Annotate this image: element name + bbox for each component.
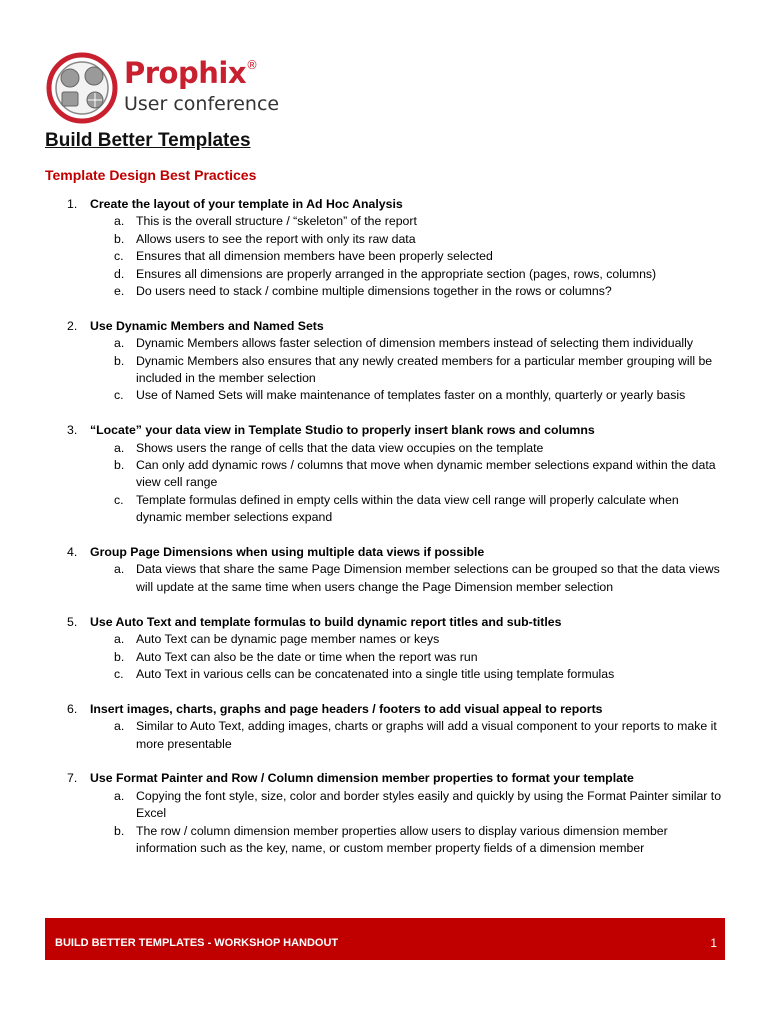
section-title	[0, 544, 770, 561]
section-3	[0, 422, 770, 526]
list-item	[0, 492, 770, 527]
list-item-letter: e.	[114, 284, 125, 299]
list-item	[0, 649, 770, 666]
list-item	[0, 440, 770, 457]
section-number: 1.	[67, 197, 78, 211]
list-item-text: Auto Text can be dynamic page member names or keys	[136, 632, 440, 647]
list-item	[0, 631, 770, 648]
list-item-text: Shows users the range of cells that the data view occupies on the template	[136, 440, 544, 455]
list-item	[0, 823, 770, 858]
list-item-text: Ensures all dimensions are properly arranged in the appropriate section (pages, rows, columns)	[136, 266, 657, 281]
list-item-text: Dynamic Members also ensures that any newly created members for a particular member grouping will be included in the member selection	[136, 353, 713, 386]
list-item-letter: a.	[114, 719, 125, 734]
section-title	[0, 422, 770, 439]
list-item	[0, 387, 770, 404]
section-7	[0, 770, 770, 857]
list-item-text: Auto Text can also be the date or time when the report was run	[136, 649, 478, 664]
section-number: 2.	[67, 318, 78, 333]
page-number: 1	[710, 936, 717, 950]
list-item-text: Auto Text in various cells can be concatenated into a single title using template formulas	[136, 666, 615, 681]
page-title: Build Better Templates	[45, 130, 251, 151]
section-title	[0, 614, 770, 631]
section-title	[0, 701, 770, 718]
list-item-letter: a.	[114, 788, 125, 803]
section-title	[0, 318, 770, 335]
list-item-text: Template formulas defined in empty cells within the data view cell range will properly calculate when dynamic member selections expand	[136, 492, 679, 525]
list-item-text: Dynamic Members allows faster selection of dimension members instead of selecting them individually	[136, 336, 694, 351]
section-2	[0, 318, 770, 405]
list-item	[0, 788, 770, 823]
section-number: 6.	[67, 701, 78, 716]
list-item-letter: b.	[114, 353, 125, 368]
list-item-text: Data views that share the same Page Dimension member selections can be grouped so that the data views will update at the same time when users change the Page Dimension member selection	[136, 562, 720, 594]
list-item	[0, 561, 770, 596]
footer-bar	[45, 918, 725, 960]
list-item	[0, 213, 770, 230]
section-title-text: Use Format Painter and Row / Column dimension member properties to format your template	[90, 771, 634, 786]
list-item-letter: a.	[114, 214, 125, 229]
list-item-letter: c.	[114, 388, 124, 403]
section-number: 3.	[67, 423, 78, 438]
list-item	[0, 666, 770, 683]
list-item-letter: d.	[114, 266, 125, 281]
list-item-text: Copying the font style, size, color and border styles easily and quickly by using the Format Painter similar to Excel	[136, 788, 722, 821]
list-item-letter: b.	[114, 231, 125, 246]
list-item	[0, 231, 770, 248]
list-item	[0, 718, 770, 753]
list-item-text: This is the overall structure / “skeleton” of the report	[136, 214, 417, 229]
list-item-letter: a.	[114, 562, 125, 577]
list-item-text: Can only add dynamic rows / columns that move when dynamic member selections expand within the data view cell range	[136, 458, 716, 490]
footer-label: BUILD BETTER TEMPLATES - WORKSHOP HANDOUT	[55, 937, 339, 949]
section-title-text: Create the layout of your template in Ad Hoc Analysis	[90, 197, 403, 211]
list-item	[0, 353, 770, 388]
section-5	[0, 614, 770, 684]
section-title-text: Group Page Dimensions when using multiple data views if possible	[90, 545, 485, 560]
list-item-text: Do users need to stack / combine multiple dimensions together in the rows or columns?	[136, 284, 612, 299]
list-item-letter: c.	[114, 492, 124, 507]
list-item-letter: c.	[114, 666, 124, 681]
page-subtitle: Template Design Best Practices	[45, 167, 257, 183]
section-number: 5.	[67, 614, 78, 629]
section-6	[0, 701, 770, 753]
list-item-letter: a.	[114, 440, 125, 455]
section-number: 7.	[67, 771, 78, 786]
section-number: 4.	[67, 545, 78, 560]
section-title-text: Use Auto Text and template formulas to build dynamic report titles and sub-titles	[90, 614, 562, 629]
section-1	[0, 196, 770, 300]
list-item	[0, 248, 770, 265]
list-item-letter: a.	[114, 336, 125, 351]
list-item-letter: b.	[114, 458, 125, 473]
list-item-text: Use of Named Sets will make maintenance of templates faster on a monthly, quarterly or yearly basis	[136, 388, 686, 403]
brand-subtitle: User conference	[124, 93, 280, 115]
list-item	[0, 335, 770, 352]
list-item	[0, 266, 770, 283]
section-title-text: Insert images, charts, graphs and page headers / footers to add visual appeal to reports	[90, 701, 603, 716]
list-item-letter: a.	[114, 632, 125, 647]
list-item-text: Allows users to see the report with only its raw data	[136, 231, 416, 246]
practices-list	[0, 196, 770, 875]
list-item-text: The row / column dimension member properties allow users to display various dimension member information such as the key, name, or custom member property fields of a dimension member	[136, 823, 668, 855]
list-item	[0, 283, 770, 300]
section-title-text: “Locate” your data view in Template Studio to properly insert blank rows and columns	[90, 423, 595, 438]
list-item-text: Ensures that all dimension members have been properly selected	[136, 249, 493, 264]
section-title	[0, 770, 770, 787]
brand-name: Prophix®	[124, 56, 258, 90]
list-item-text: Similar to Auto Text, adding images, charts or graphs will add a visual component to your reports to make it more presentable	[136, 719, 717, 751]
section-4	[0, 544, 770, 596]
section-title	[0, 196, 770, 213]
list-item-letter: b.	[114, 649, 125, 664]
section-title-text: Use Dynamic Members and Named Sets	[90, 318, 324, 333]
list-item-letter: b.	[114, 823, 125, 838]
list-item	[0, 457, 770, 492]
list-item-letter: c.	[114, 249, 124, 264]
